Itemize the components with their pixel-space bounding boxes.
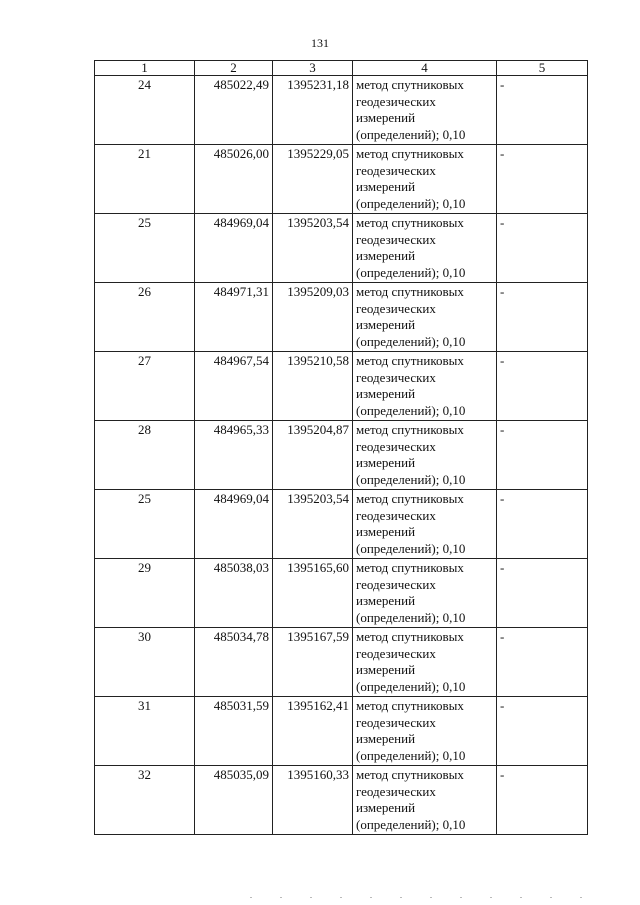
y-coordinate-cell: 1395167,59 (273, 628, 353, 697)
note-cell: - (497, 145, 588, 214)
method-text-line: измерений (356, 731, 416, 746)
method-text-line: геодезических (356, 576, 436, 592)
method-cell (353, 145, 497, 214)
x-coordinate-cell: 485034,78 (195, 628, 273, 697)
method-text-line: метод спутниковых (356, 284, 464, 299)
table-body (95, 76, 588, 835)
y-coordinate-cell: 1395204,87 (273, 421, 353, 490)
note-cell: - (497, 490, 588, 559)
note-cell: - (497, 766, 588, 835)
method-text-line: метод спутниковых (356, 629, 464, 644)
method-cell (353, 490, 497, 559)
y-coordinate-cell: 1395210,58 (273, 352, 353, 421)
method-text-line: геодезических (356, 438, 436, 454)
table-row (95, 421, 588, 490)
point-number-cell: 31 (95, 697, 195, 766)
method-text-line: (определений); 0,10 (356, 126, 466, 142)
header-row (95, 61, 588, 76)
table-row (95, 490, 588, 559)
method-text-line: метод спутниковых (356, 215, 464, 230)
note-cell: - (497, 76, 588, 145)
table-row (95, 697, 588, 766)
x-coordinate-cell: 485026,00 (195, 145, 273, 214)
y-coordinate-cell: 1395231,18 (273, 76, 353, 145)
method-text-line: геодезических (356, 714, 436, 730)
table-row (95, 76, 588, 145)
method-cell (353, 214, 497, 283)
table-row (95, 214, 588, 283)
point-number-cell: 21 (95, 145, 195, 214)
x-coordinate-cell: 485035,09 (195, 766, 273, 835)
method-cell (353, 283, 497, 352)
x-coordinate-cell: 484969,04 (195, 214, 273, 283)
method-text-line: измерений (356, 593, 416, 608)
method-text-line: геодезических (356, 93, 436, 109)
method-text-line: (определений); 0,10 (356, 195, 466, 211)
y-coordinate-cell: 1395229,05 (273, 145, 353, 214)
method-text-line: геодезических (356, 645, 436, 661)
point-number-cell: 30 (95, 628, 195, 697)
method-text-line: (определений); 0,10 (356, 471, 466, 487)
method-text-line: метод спутниковых (356, 146, 464, 161)
method-text-line: метод спутниковых (356, 77, 464, 92)
method-cell (353, 76, 497, 145)
method-text-line: измерений (356, 248, 416, 263)
point-number-cell: 27 (95, 352, 195, 421)
point-number-cell: 25 (95, 490, 195, 559)
point-number-cell: 25 (95, 214, 195, 283)
method-text-line: (определений); 0,10 (356, 333, 466, 349)
coordinates-table (94, 60, 588, 835)
method-text-line: (определений); 0,10 (356, 678, 466, 694)
table-row (95, 559, 588, 628)
method-text-line: метод спутниковых (356, 422, 464, 437)
method-cell (353, 352, 497, 421)
x-coordinate-cell: 484965,33 (195, 421, 273, 490)
method-text-line: геодезических (356, 231, 436, 247)
method-text-line: (определений); 0,10 (356, 540, 466, 556)
point-number-cell: 32 (95, 766, 195, 835)
method-cell (353, 697, 497, 766)
x-coordinate-cell: 485031,59 (195, 697, 273, 766)
method-text-line: измерений (356, 386, 416, 401)
method-text-line: метод спутниковых (356, 698, 464, 713)
method-text-line: (определений); 0,10 (356, 264, 466, 280)
table-row (95, 145, 588, 214)
x-coordinate-cell: 484969,04 (195, 490, 273, 559)
y-coordinate-cell: 1395165,60 (273, 559, 353, 628)
method-cell (353, 559, 497, 628)
method-text-line: метод спутниковых (356, 560, 464, 575)
x-coordinate-cell: 484967,54 (195, 352, 273, 421)
x-coordinate-cell: 485038,03 (195, 559, 273, 628)
table-row (95, 283, 588, 352)
method-text-line: метод спутниковых (356, 767, 464, 782)
column-header: 5 (497, 61, 588, 76)
point-number-cell: 24 (95, 76, 195, 145)
method-text-line: измерений (356, 662, 416, 677)
column-header: 2 (195, 61, 273, 76)
note-cell: - (497, 214, 588, 283)
table-row (95, 766, 588, 835)
x-coordinate-cell: 484971,31 (195, 283, 273, 352)
method-text-line: (определений); 0,10 (356, 747, 466, 763)
method-text-line: измерений (356, 455, 416, 470)
method-text-line: геодезических (356, 783, 436, 799)
method-cell (353, 766, 497, 835)
y-coordinate-cell: 1395203,54 (273, 214, 353, 283)
method-text-line: измерений (356, 110, 416, 125)
column-header: 3 (273, 61, 353, 76)
note-cell: - (497, 559, 588, 628)
method-text-line: геодезических (356, 507, 436, 523)
column-header: 1 (95, 61, 195, 76)
table-row (95, 628, 588, 697)
method-text-line: измерений (356, 800, 416, 815)
note-cell: - (497, 421, 588, 490)
y-coordinate-cell: 1395203,54 (273, 490, 353, 559)
method-text-line: метод спутниковых (356, 491, 464, 506)
y-coordinate-cell: 1395209,03 (273, 283, 353, 352)
note-cell: - (497, 352, 588, 421)
method-text-line: измерений (356, 317, 416, 332)
method-text-line: геодезических (356, 300, 436, 316)
method-cell (353, 421, 497, 490)
method-text-line: измерений (356, 179, 416, 194)
method-text-line: метод спутниковых (356, 353, 464, 368)
note-cell: - (497, 697, 588, 766)
scan-artifact (250, 897, 610, 898)
point-number-cell: 26 (95, 283, 195, 352)
method-text-line: (определений); 0,10 (356, 402, 466, 418)
note-cell: - (497, 283, 588, 352)
page-number: 131 (311, 36, 329, 50)
method-text-line: (определений); 0,10 (356, 816, 466, 832)
y-coordinate-cell: 1395160,33 (273, 766, 353, 835)
table-row (95, 352, 588, 421)
point-number-cell: 28 (95, 421, 195, 490)
note-cell: - (497, 628, 588, 697)
method-text-line: геодезических (356, 369, 436, 385)
column-header: 4 (353, 61, 497, 76)
method-cell (353, 628, 497, 697)
y-coordinate-cell: 1395162,41 (273, 697, 353, 766)
method-text-line: измерений (356, 524, 416, 539)
method-text-line: геодезических (356, 162, 436, 178)
point-number-cell: 29 (95, 559, 195, 628)
method-text-line: (определений); 0,10 (356, 609, 466, 625)
x-coordinate-cell: 485022,49 (195, 76, 273, 145)
